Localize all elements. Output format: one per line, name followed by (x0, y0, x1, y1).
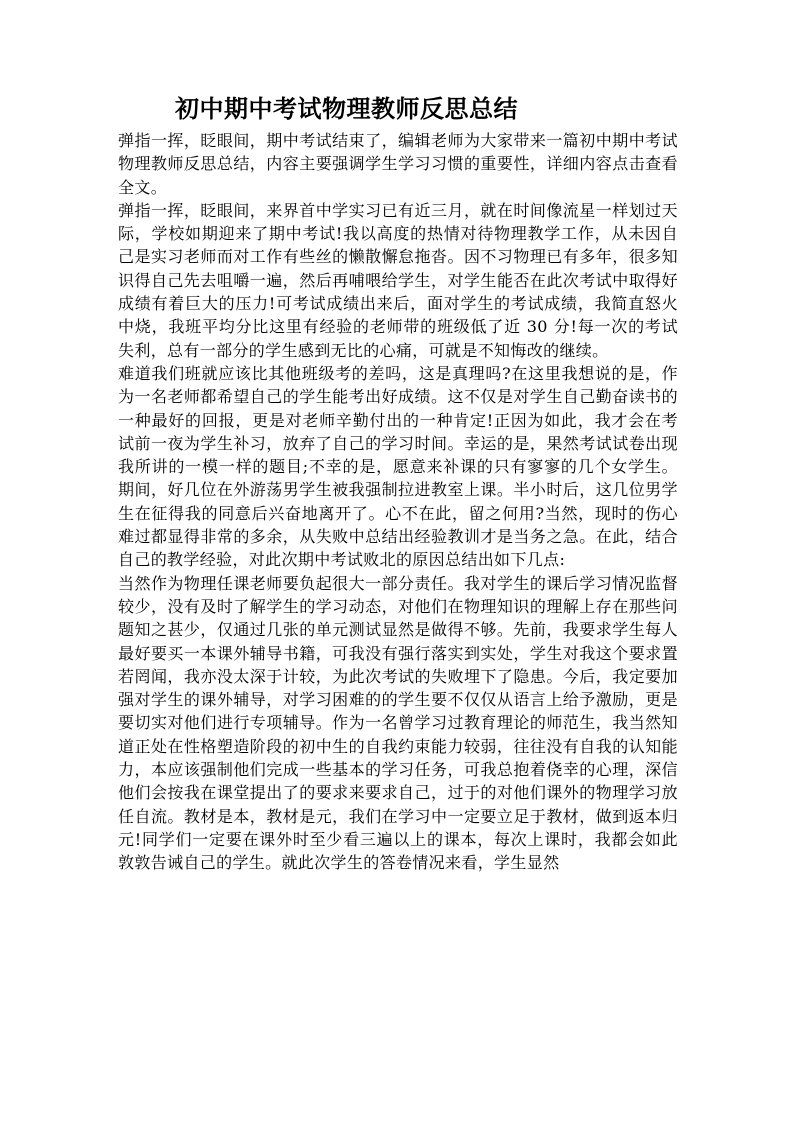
document-page (118, 92, 678, 875)
paragraph-responsibility: 当然作为物理任课老师要负起很大一部分责任。我对学生的课后学习情况监督较少，没有及时了解学生的学习动态，对他们在物理知识的理解上存在那些问题知之甚少，仅通过几张的单元测试显然是做得不够。先前，我要求学生每人最好要买一本课外辅导书籍，可我没有强行落实到实处，学生对我这个要求置若罔闻，我亦没太深于计较，为此次考试的失败埋下了隐患。今后，我定要加强对学生的课外辅导，对学习困难的的学生要不仅仅从语言上给予激励，更是要切实对他们进行专项辅导。作为一名曾学习过教育理论的师范生，我当然知道正处在性格塑造阶段的初中生的自我约束能力较弱，往往没有自我的认知能力，本应该强制他们完成一些基本的学习任务，可我总抱着侥幸的心理，深信他们会按我在课堂提出了的要求来要求自己，过于的对他们课外的物理学习放任自流。教材是本，教材是元，我们在学习中一定要立足于教材，做到返本归元!同学们一定要在课外时至少看三遍以上的课本，每次上课时，我都会如此敦敦告诫自己的学生。就此次学生的答卷情况来看，学生显然 (118, 573, 678, 873)
paragraph-background: 弹指一挥，眨眼间，来界首中学实习已有近三月，就在时间像流星一样划过天际，学校如期迎来了期中考试!我以高度的热情对待物理教学工作，从未因自己是实习老师而对工作有些丝的懒散懈怠拖沓。因不习物理已有多年，很多知识得自己先去咀嚼一遍，然后再哺喂给学生，对学生能否在此次考试中取得好成绩有着巨大的压力!可考试成绩出来后，面对学生的考试成绩，我简直怒火中烧，我班平均分比这里有经验的老师带的班级低了近 30 分!每一次的考试失利，总有一部分的学生感到无比的心痛，可就是不知悔改的继续。 (118, 200, 678, 360)
paragraph-reflection: 难道我们班就应该比其他班级考的差吗，这是真理吗?在这里我想说的是，作为一名老师都希望自己的学生能考出好成绩。这不仅是对学生自己勤奋读书的一种最好的回报，更是对老师辛勤付出的一种肯定!正因为如此，我才会在考试前一夜为学生补习，放弃了自己的学习时间。幸运的是，果然考试试卷出现我所讲的一模一样的题目;不幸的是，愿意来补课的只有寥寥的几个女学生。期间，好几位在外游荡男学生被我强制拉进教室上课。半小时后，这几位男学生在征得我的同意后兴奋地离开了。心不在此，留之何用?当然，现时的伤心难过都显得非常的多余，从失败中总结出经验教训才是当务之急。在此，结合自己的教学经验，对此次期中考试败北的原因总结出如下几点: (118, 363, 678, 570)
paragraph-intro: 弹指一挥，眨眼间，期中考试结束了，编辑老师为大家带来一篇初中期中考试物理教师反思总结，内容主要强调学生学习习惯的重要性，详细内容点击查看全文。 (118, 131, 678, 197)
document-title: 初中期中考试物理教师反思总结 (175, 94, 518, 123)
document-body (118, 129, 678, 875)
